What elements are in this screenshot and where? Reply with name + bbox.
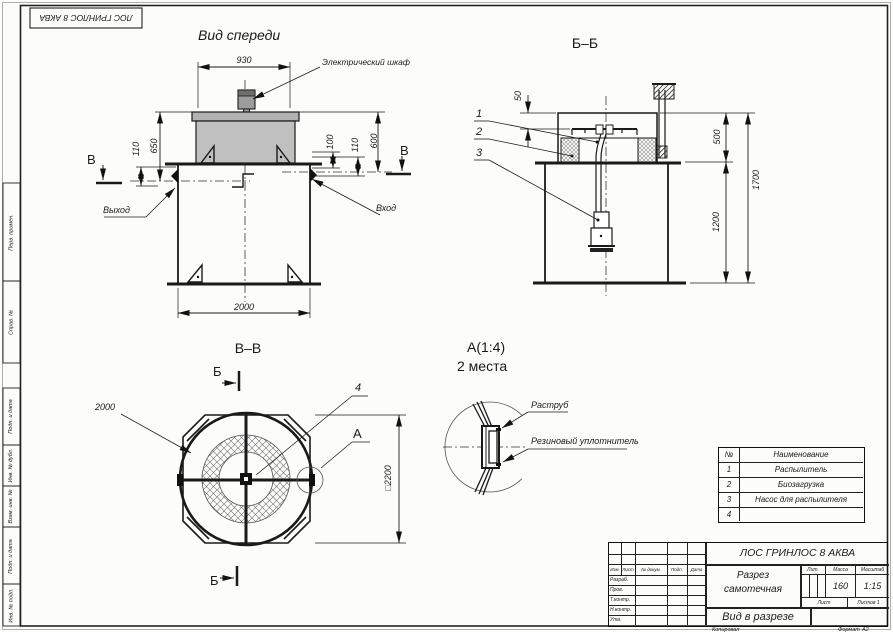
tb-mass-label: Масса [833, 567, 848, 573]
part-row-no: 1 [726, 465, 732, 474]
seal-label: Резиновый уплотнитель [531, 436, 639, 446]
bb-callout-leaders [474, 121, 600, 222]
dim-50: 50 [513, 91, 523, 102]
part-row-name: Насос для распылителя [754, 495, 848, 504]
tb-doc-line1: Разрез [736, 570, 770, 581]
section-bb-linework [474, 84, 755, 296]
tb-hdr-podp: Подп. [671, 567, 683, 572]
dim-2200: □2200 [383, 465, 393, 491]
side-col-sprav: Справ. № [8, 309, 14, 335]
marker-b-top: Б [213, 364, 222, 379]
bb-callout-3: 3 [476, 147, 483, 159]
outlet-label: Выход [103, 205, 131, 215]
tb-scale-value: 1:15 [863, 581, 882, 591]
tb-row-prov: Пров. [610, 587, 624, 593]
plan-vv-linework [121, 371, 406, 586]
parts-col-name: Наименование [773, 450, 829, 459]
detail-a-subtitle: 2 места [457, 358, 508, 374]
front-view-title: Вид спереди [198, 27, 281, 43]
dim-500: 500 [712, 129, 722, 145]
sheet-frame [3, 3, 891, 630]
side-col-inv-dubl: Инв. № дубл. [8, 448, 14, 483]
marker-b-bottom: Б [210, 573, 219, 588]
detail-a-title: А(1:4) [467, 339, 506, 355]
side-col-vzam-inv: Взам. инв. № [8, 489, 14, 524]
tb-product: ЛОС ГРИНЛОС 8 АКВА [739, 547, 856, 559]
tb-row-razrab: Разраб. [610, 577, 629, 583]
plan-vv-title: В–В [234, 340, 262, 356]
tb-lit-label: Лит. [807, 567, 819, 573]
side-col-podp-data-1: Подп. и дата [8, 399, 14, 434]
section-bb-title: Б–Б [571, 35, 599, 51]
vv-callout-4: 4 [355, 382, 362, 394]
part-row-no: 4 [726, 510, 732, 519]
title-block [608, 542, 888, 627]
dim-110-left: 110 [131, 141, 141, 157]
bb-biofill [561, 138, 656, 162]
dim-600: 600 [369, 133, 379, 149]
dim-650: 650 [149, 138, 159, 154]
part-row-name: Биозагрузка [777, 480, 825, 489]
copied-label: Копировал [712, 626, 740, 632]
side-col-perv-primen: Перв. примен. [8, 213, 14, 251]
parts-col-no: № [724, 450, 734, 459]
dim-2000-plan: 2000 [95, 402, 116, 412]
inlet-label: Вход [376, 203, 397, 213]
tb-row-utv: Утв. [610, 617, 622, 623]
part-row-name: Распылитель [774, 465, 828, 474]
dim-1700: 1700 [751, 169, 761, 191]
dim-2000-front: 2000 [233, 302, 255, 312]
bell-label: Раструб [531, 400, 569, 410]
tb-sheets-value: 1 [876, 600, 880, 606]
format-value: А2 [862, 626, 869, 632]
tank-body [165, 164, 322, 284]
side-col-inv-podl: Инв. № подл. [8, 587, 14, 623]
tb-hdr-doc: № докум. [641, 567, 661, 572]
front-view-linework [96, 62, 411, 318]
parts-table [718, 447, 865, 523]
tb-row-tkontr: Т.контр. [610, 597, 631, 603]
tb-sheets-word: Листов [857, 600, 876, 606]
marker-v-right: В [400, 143, 409, 158]
tb-mass-value: 160 [832, 581, 849, 591]
vv-callout-a: А [353, 426, 362, 441]
side-col-podp-data-2: Подп. и дата [8, 538, 14, 574]
tb-hdr-list: Лист [622, 567, 634, 572]
bb-pipe-pump [588, 134, 615, 252]
tb-row-nkontr: Н.контр. [610, 607, 632, 613]
tb-hdr-data: Дата [690, 567, 703, 572]
dim-1200: 1200 [711, 211, 721, 233]
detail-a-linework [443, 401, 627, 495]
top-left-stamp: ЛОС ГРИНЛОС 8 АКВА [39, 13, 133, 23]
part-row-no: 2 [726, 480, 732, 489]
tb-view-name: Вид в разрезе [722, 611, 794, 623]
format-label: Формат [838, 626, 860, 632]
bb-callout-1: 1 [476, 108, 483, 120]
electrical-cabinet-label: Электрический шкаф [322, 57, 410, 67]
bb-callout-2: 2 [476, 126, 483, 138]
part-row-name [739, 508, 863, 521]
marker-v-left: В [87, 152, 96, 167]
dim-110-right: 110 [350, 137, 360, 153]
tb-scale-label: Масштаб [860, 567, 885, 573]
tb-doc-line2: самотечная [724, 584, 782, 595]
cover-box [192, 112, 299, 163]
detail-socket [482, 426, 501, 468]
dim-930: 930 [236, 55, 252, 65]
part-row-no: 3 [726, 495, 732, 504]
tb-hdr-izm: Изм. [610, 567, 620, 572]
tb-sheets-label [848, 599, 889, 607]
tb-sheet-label: Лист [817, 600, 831, 606]
dim-100: 100 [325, 134, 335, 150]
